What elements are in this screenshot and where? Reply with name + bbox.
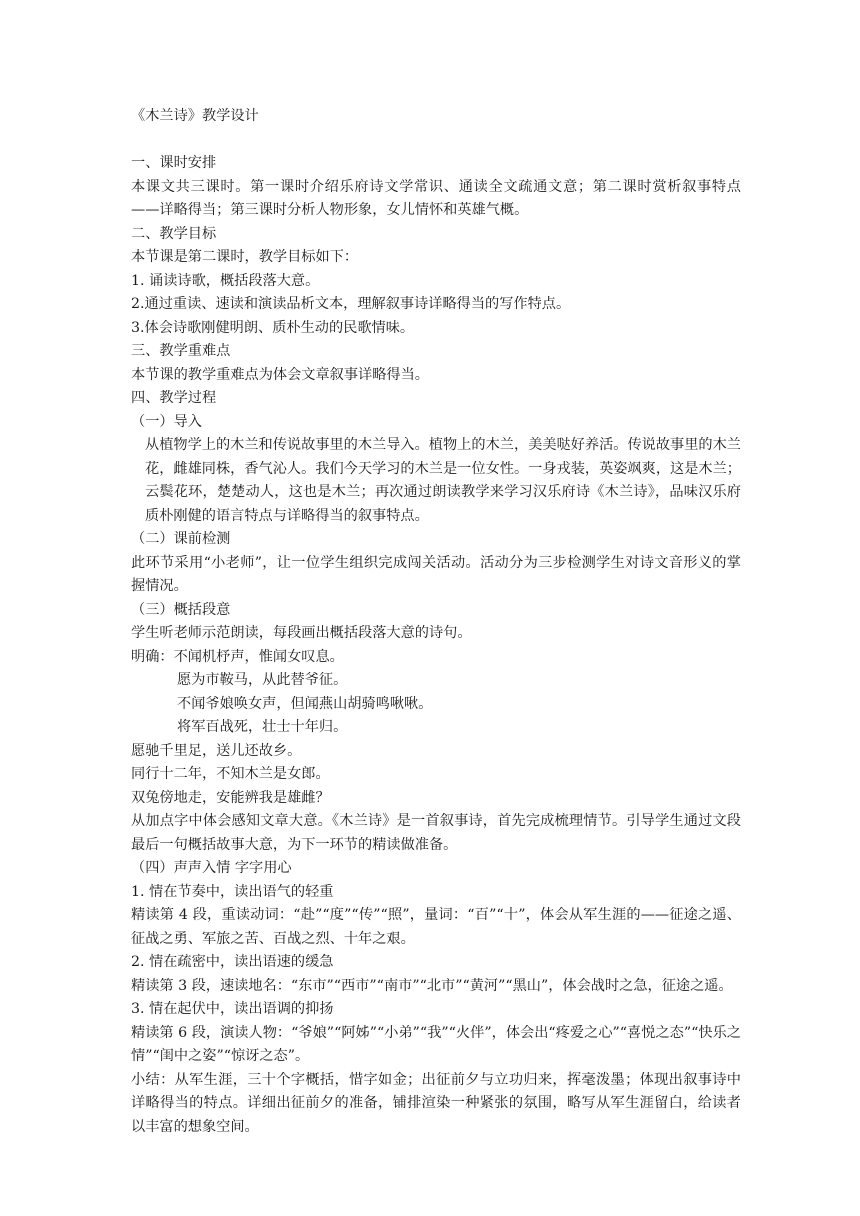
goal-item-2: 2.通过重读、速读和演读品析文本，理解叙事诗详略得当的写作特点。 — [131, 296, 571, 312]
summarize-paragraph-2: 从加点字中体会感知文章大意。《木兰诗》是一首叙事诗，首先完成梳理情节。引导学生通过文段最后一句概括故事大意，为下一环节的精读做准备。 — [131, 813, 741, 853]
reading-paragraph-1: 精读第 4 段，重读动词：“赴”“度”“传”“照”，量词：“百”“十”，体会从军生涯的——征途之遥、征战之勇、军旅之苦、百战之烈、十年之艰。 — [131, 907, 741, 947]
reading-paragraph-2: 精读第 3 段，速读地名：“东市”“西市”“南市”“北市”“黄河”“黑山”，体会战时之急，征途之遥。 — [131, 977, 733, 994]
schedule-paragraph: 本课文共三课时。第一课时介绍乐府诗文学常识、通读全文疏通文意；第二课时赏析叙事特点——详略得当；第三课时分析人物形象，女儿情怀和英雄气概。 — [131, 178, 741, 218]
section-heading-process: 四、教学过程 — [131, 390, 217, 406]
pretest-paragraph: 此环节采用“小老师”，让一位学生组织完成闯关活动。活动分为三步检测学生对诗文音形义的掌握情况。 — [131, 554, 741, 594]
goal-item-1: 1. 诵读诗歌，概括段落大意。 — [131, 272, 320, 289]
reading-point-3: 3. 情在起伏中，读出语调的抑扬 — [131, 1001, 334, 1017]
blank-line — [131, 129, 741, 153]
clarify-line-1: 明确：不闻机杼声，惟闻女叹息。 — [131, 648, 344, 665]
clarify-line-7: 双兔傍地走，安能辨我是雄雌？ — [131, 789, 330, 806]
goal-item-3: 3.体会诗歌刚健明朗、质朴生动的民歌情味。 — [131, 319, 415, 336]
goals-intro: 本节课是第二课时，教学目标如下： — [131, 249, 359, 265]
section-heading-schedule: 一、课时安排 — [131, 155, 217, 171]
clarify-line-6: 同行十二年，不知木兰是女郎。 — [131, 766, 330, 782]
document-body — [131, 105, 741, 1139]
subheading-reading: （四）声声入情 字字用心 — [131, 860, 292, 876]
clarify-line-4: 将军百战死，壮士十年归。 — [177, 719, 348, 735]
reading-point-2: 2. 情在疏密中，读出语速的缓急 — [131, 954, 334, 970]
clarify-line-5: 愿驰千里足，送儿还故乡。 — [131, 742, 302, 759]
subheading-pretest: （二）课前检测 — [131, 531, 231, 547]
clarify-line-3: 不闻爷娘唤女声，但闻燕山胡骑鸣啾啾。 — [177, 695, 433, 712]
summarize-paragraph: 学生听老师示范朗读，每段画出概括段落大意的诗句。 — [131, 625, 472, 641]
section-heading-goals: 二、教学目标 — [131, 225, 217, 242]
section-heading-key-points: 三、教学重难点 — [131, 343, 231, 359]
subheading-summarize: （三）概括段意 — [131, 601, 231, 618]
reading-paragraph-3: 精读第 6 段，演读人物：“爷娘”“阿姊”“小弟”“我”“火伴”，体会出“疼爱之心”“喜悦之态”“快乐之情”“闺中之姿”“惊讶之态”。 — [131, 1024, 741, 1064]
intro-paragraph: 从植物学上的木兰和传说故事里的木兰导入。植物上的木兰，美美哒好养活。传说故事里的木兰花，雌雄同株，香气沁人。我们今天学习的木兰是一位女性。一身戎装，英姿飒爽，这是木兰；云鬓花环，楚楚动人，这也是木兰；再次通过朗读教学来学习汉乐府诗《木兰诗》，品味汉乐府质朴刚健的语言特点与详略得当的叙事特点。 — [145, 437, 741, 524]
subheading-intro: （一）导入 — [131, 413, 202, 430]
reading-point-1: 1. 情在节奏中，读出语气的轻重 — [131, 883, 334, 900]
key-points-paragraph: 本节课的教学重难点为体会文章叙事详略得当。 — [131, 366, 429, 383]
document-title: 《木兰诗》教学设计 — [131, 108, 259, 124]
clarify-line-2: 愿为市鞍马，从此替爷征。 — [177, 672, 348, 688]
summary-paragraph: 小结：从军生涯，三十个字概括，惜字如金；出征前夕与立功归来，挥毫泼墨；体现出叙事诗中详略得当的特点。详细出征前夕的准备，铺排渲染一种紧张的氛围，略写从军生涯留白，给读者以丰富的想象空间。 — [131, 1071, 741, 1135]
